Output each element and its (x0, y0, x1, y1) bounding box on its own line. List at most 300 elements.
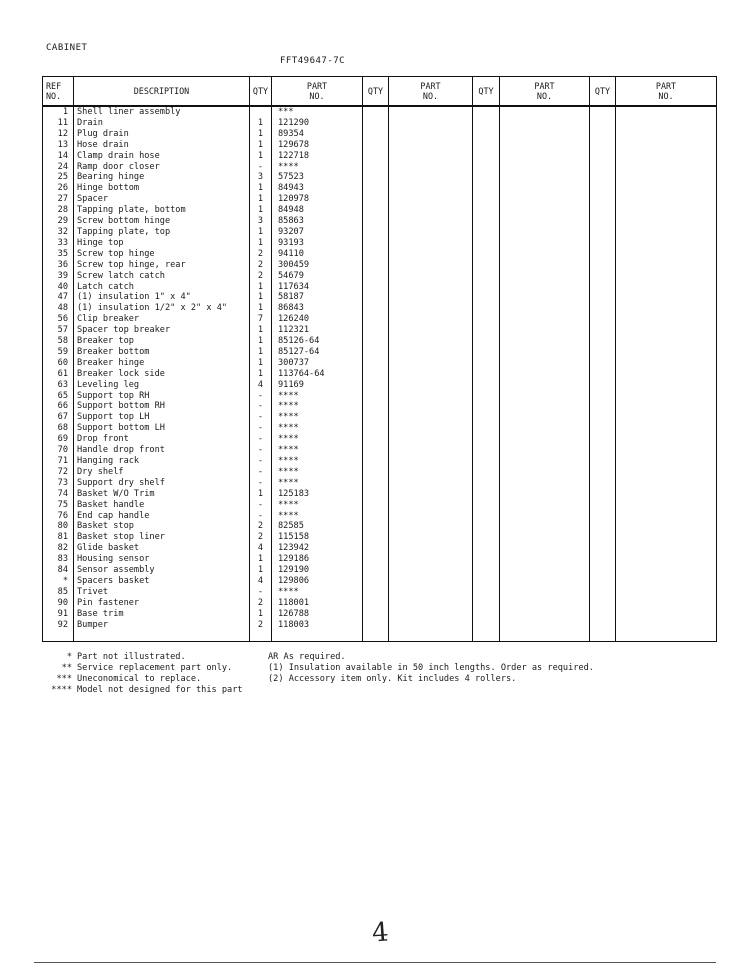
description-cell: Hose drain (74, 140, 250, 151)
empty-cell (363, 292, 389, 303)
empty-cell (389, 456, 473, 467)
empty-cell (389, 336, 473, 347)
empty-cell (616, 565, 717, 576)
empty-cell (616, 500, 717, 511)
ref-no-cell: 82 (43, 543, 74, 554)
part-no-cell: 89354 (272, 129, 363, 140)
table-row (43, 249, 717, 260)
empty-cell (590, 292, 616, 303)
description-cell: Basket stop (74, 521, 250, 532)
empty-cell (363, 260, 389, 271)
empty-cell (363, 467, 389, 478)
ref-no-cell: 92 (43, 620, 74, 631)
empty-cell (500, 609, 590, 620)
ref-no-cell: 1 (43, 106, 74, 118)
table-row (43, 216, 717, 227)
qty-cell: 1 (250, 140, 272, 151)
description-cell: Ramp door closer (74, 162, 250, 173)
qty-cell: - (250, 434, 272, 445)
part-no-cell: **** (272, 401, 363, 412)
empty-cell (616, 292, 717, 303)
part-no-cell: 118003 (272, 620, 363, 631)
ref-no-cell: 81 (43, 532, 74, 543)
empty-cell (616, 194, 717, 205)
table-header-row (43, 77, 717, 107)
qty-cell: 2 (250, 620, 272, 631)
description-cell: Breaker hinge (74, 358, 250, 369)
empty-cell (590, 347, 616, 358)
empty-cell (500, 303, 590, 314)
part-no-cell: 118001 (272, 598, 363, 609)
empty-cell (473, 271, 500, 282)
description-cell: Bearing hinge (74, 172, 250, 183)
description-cell: Hinge bottom (74, 183, 250, 194)
part-no-cell: 94110 (272, 249, 363, 260)
empty-cell (473, 216, 500, 227)
ref-no-cell: 85 (43, 587, 74, 598)
empty-cell (500, 314, 590, 325)
empty-cell (363, 391, 389, 402)
empty-cell (363, 445, 389, 456)
empty-cell (363, 205, 389, 216)
empty-cell (500, 434, 590, 445)
empty-cell (590, 587, 616, 598)
empty-cell (616, 543, 717, 554)
qty-cell: - (250, 391, 272, 402)
table-row (43, 554, 717, 565)
page-number: 4 (370, 917, 390, 949)
ref-no-cell: 72 (43, 467, 74, 478)
empty-cell (389, 412, 473, 423)
empty-cell (616, 325, 717, 336)
empty-cell (590, 489, 616, 500)
table-row (43, 511, 717, 522)
empty-cell (363, 140, 389, 151)
header-description: DESCRIPTION (74, 77, 250, 107)
empty-cell (500, 347, 590, 358)
empty-cell (389, 587, 473, 598)
legend-text: Service replacement part only. (77, 662, 233, 673)
empty-cell (473, 532, 500, 543)
qty-cell: - (250, 423, 272, 434)
empty-cell (473, 598, 500, 609)
empty-cell (500, 271, 590, 282)
part-no-cell: 82585 (272, 521, 363, 532)
description-cell: Basket W/O Trim (74, 489, 250, 500)
footnote-notes (268, 652, 594, 685)
part-no-cell: 54679 (272, 271, 363, 282)
description-cell: Hanging rack (74, 456, 250, 467)
table-row (43, 183, 717, 194)
empty-cell (389, 194, 473, 205)
qty-cell: - (250, 401, 272, 412)
empty-cell (43, 631, 74, 642)
empty-cell (473, 380, 500, 391)
footnote-legend (42, 652, 243, 696)
empty-cell (590, 205, 616, 216)
empty-cell (590, 467, 616, 478)
empty-cell (363, 238, 389, 249)
empty-cell (616, 456, 717, 467)
empty-cell (590, 282, 616, 293)
empty-cell (363, 336, 389, 347)
description-cell: Screw top hinge, rear (74, 260, 250, 271)
part-no-cell: 112321 (272, 325, 363, 336)
description-cell: Clamp drain hose (74, 151, 250, 162)
empty-cell (389, 401, 473, 412)
part-no-cell: **** (272, 412, 363, 423)
empty-cell (363, 412, 389, 423)
description-cell: (1) insulation 1" x 4" (74, 292, 250, 303)
empty-cell (616, 587, 717, 598)
empty-cell (473, 325, 500, 336)
ref-no-cell: 80 (43, 521, 74, 532)
empty-cell (363, 423, 389, 434)
ref-no-cell: 36 (43, 260, 74, 271)
empty-cell (590, 445, 616, 456)
description-cell: Support top LH (74, 412, 250, 423)
table-row (43, 434, 717, 445)
ref-no-cell: 90 (43, 598, 74, 609)
empty-cell (363, 598, 389, 609)
qty-cell: 1 (250, 554, 272, 565)
description-cell: Spacer (74, 194, 250, 205)
ref-no-cell: 84 (43, 565, 74, 576)
header-part-no: PART NO. (500, 77, 590, 107)
empty-cell (500, 631, 590, 642)
qty-cell: - (250, 511, 272, 522)
header-qty: QTY (363, 77, 389, 107)
empty-cell (590, 140, 616, 151)
part-no-cell: 115158 (272, 532, 363, 543)
empty-cell (473, 391, 500, 402)
empty-cell (616, 380, 717, 391)
empty-cell (473, 194, 500, 205)
empty-cell (389, 238, 473, 249)
empty-cell (250, 631, 272, 642)
table-row (43, 282, 717, 293)
part-no-cell: **** (272, 500, 363, 511)
empty-cell (389, 172, 473, 183)
empty-cell (389, 554, 473, 565)
legend-item (42, 663, 243, 674)
qty-cell: - (250, 478, 272, 489)
empty-cell (363, 369, 389, 380)
empty-cell (363, 631, 389, 642)
legend-symbol: **** (51, 684, 72, 695)
description-cell: Latch catch (74, 282, 250, 293)
empty-cell (500, 532, 590, 543)
empty-cell (389, 532, 473, 543)
qty-cell: 3 (250, 216, 272, 227)
empty-cell (363, 532, 389, 543)
empty-cell (473, 412, 500, 423)
qty-cell: 1 (250, 118, 272, 129)
empty-cell (389, 511, 473, 522)
note-line: AR As required. (268, 652, 346, 662)
parts-table (42, 76, 717, 642)
empty-cell (616, 391, 717, 402)
empty-cell (500, 249, 590, 260)
legend-text: Model not designed for this part (77, 684, 243, 695)
empty-cell (363, 456, 389, 467)
empty-cell (389, 391, 473, 402)
ref-no-cell: 91 (43, 609, 74, 620)
empty-cell (363, 314, 389, 325)
part-no-cell: 58187 (272, 292, 363, 303)
table-row (43, 140, 717, 151)
part-no-cell: 93193 (272, 238, 363, 249)
empty-cell (363, 271, 389, 282)
description-cell: Support bottom RH (74, 401, 250, 412)
empty-cell (363, 194, 389, 205)
description-cell: Support bottom LH (74, 423, 250, 434)
empty-cell (473, 434, 500, 445)
description-cell: Pin fastener (74, 598, 250, 609)
qty-cell: 2 (250, 260, 272, 271)
ref-no-cell: 63 (43, 380, 74, 391)
empty-cell (500, 587, 590, 598)
empty-cell (473, 587, 500, 598)
empty-cell (389, 271, 473, 282)
empty-cell (389, 183, 473, 194)
empty-cell (363, 216, 389, 227)
empty-cell (389, 347, 473, 358)
empty-cell (616, 118, 717, 129)
empty-cell (473, 118, 500, 129)
ref-no-cell: 40 (43, 282, 74, 293)
empty-cell (363, 587, 389, 598)
part-no-cell: 129806 (272, 576, 363, 587)
empty-cell (363, 358, 389, 369)
empty-cell (590, 151, 616, 162)
empty-cell (74, 631, 250, 642)
empty-cell (363, 172, 389, 183)
ref-no-cell: 68 (43, 423, 74, 434)
empty-cell (616, 609, 717, 620)
description-cell: Drain (74, 118, 250, 129)
bottom-rule (34, 962, 716, 963)
ref-no-cell: 76 (43, 511, 74, 522)
part-no-cell: 123942 (272, 543, 363, 554)
empty-cell (590, 129, 616, 140)
empty-cell (473, 423, 500, 434)
table-row (43, 106, 717, 118)
table-row (43, 129, 717, 140)
part-no-cell: **** (272, 434, 363, 445)
empty-cell (500, 500, 590, 511)
header-ref-no: REF NO. (43, 77, 74, 107)
description-cell: Breaker lock side (74, 369, 250, 380)
ref-no-cell: 13 (43, 140, 74, 151)
model-number: FFT49647-7C (280, 56, 346, 66)
empty-cell (363, 489, 389, 500)
part-no-cell: 122718 (272, 151, 363, 162)
empty-cell (389, 151, 473, 162)
empty-cell (473, 282, 500, 293)
empty-cell (473, 238, 500, 249)
table-row (43, 609, 717, 620)
empty-cell (500, 325, 590, 336)
empty-cell (389, 369, 473, 380)
empty-cell (590, 521, 616, 532)
qty-cell: 1 (250, 565, 272, 576)
empty-cell (590, 620, 616, 631)
qty-cell: 1 (250, 303, 272, 314)
empty-cell (590, 609, 616, 620)
empty-cell (500, 205, 590, 216)
empty-cell (616, 303, 717, 314)
empty-cell (500, 456, 590, 467)
parts-table-body (43, 106, 717, 642)
table-row (43, 500, 717, 511)
table-row (43, 380, 717, 391)
empty-cell (500, 576, 590, 587)
empty-cell (473, 183, 500, 194)
part-no-cell: 129186 (272, 554, 363, 565)
header-part-no: PART NO. (616, 77, 717, 107)
qty-cell: 1 (250, 358, 272, 369)
ref-no-cell: 25 (43, 172, 74, 183)
qty-cell: - (250, 162, 272, 173)
description-cell: Hinge top (74, 238, 250, 249)
legend-item (42, 674, 243, 685)
description-cell: Bumper (74, 620, 250, 631)
empty-cell (500, 620, 590, 631)
empty-cell (616, 620, 717, 631)
empty-cell (616, 401, 717, 412)
qty-cell: 2 (250, 521, 272, 532)
table-row (43, 325, 717, 336)
empty-cell (590, 369, 616, 380)
empty-cell (590, 325, 616, 336)
part-no-cell: **** (272, 445, 363, 456)
empty-cell (590, 303, 616, 314)
empty-cell (590, 227, 616, 238)
description-cell: (1) insulation 1/2" x 2" x 4" (74, 303, 250, 314)
empty-cell (473, 369, 500, 380)
part-no-cell: 84948 (272, 205, 363, 216)
empty-cell (389, 598, 473, 609)
empty-cell (363, 576, 389, 587)
empty-cell (590, 314, 616, 325)
empty-cell (363, 249, 389, 260)
empty-cell (389, 467, 473, 478)
empty-cell (616, 358, 717, 369)
ref-no-cell: 75 (43, 500, 74, 511)
empty-cell (473, 106, 500, 118)
ref-no-cell: 73 (43, 478, 74, 489)
empty-cell (389, 423, 473, 434)
empty-cell (473, 151, 500, 162)
empty-cell (389, 434, 473, 445)
empty-cell (473, 162, 500, 173)
empty-cell (500, 369, 590, 380)
qty-cell: - (250, 467, 272, 478)
ref-no-cell: 60 (43, 358, 74, 369)
empty-cell (473, 456, 500, 467)
empty-cell (389, 129, 473, 140)
empty-cell (389, 478, 473, 489)
empty-cell (473, 631, 500, 642)
empty-cell (616, 478, 717, 489)
empty-cell (500, 162, 590, 173)
empty-cell (363, 521, 389, 532)
ref-no-cell: 58 (43, 336, 74, 347)
empty-cell (500, 106, 590, 118)
ref-no-cell: 11 (43, 118, 74, 129)
empty-cell (473, 554, 500, 565)
empty-cell (590, 336, 616, 347)
empty-cell (616, 369, 717, 380)
qty-cell: 4 (250, 380, 272, 391)
empty-cell (389, 543, 473, 554)
empty-cell (590, 391, 616, 402)
empty-cell (616, 129, 717, 140)
empty-cell (590, 106, 616, 118)
empty-cell (389, 565, 473, 576)
empty-cell (389, 631, 473, 642)
empty-cell (389, 162, 473, 173)
header-qty: QTY (473, 77, 500, 107)
table-row (43, 543, 717, 554)
empty-cell (500, 216, 590, 227)
empty-cell (500, 401, 590, 412)
section-title: CABINET (46, 43, 88, 53)
empty-cell (616, 598, 717, 609)
empty-cell (389, 140, 473, 151)
qty-cell: 1 (250, 609, 272, 620)
ref-no-cell: 27 (43, 194, 74, 205)
qty-cell: 2 (250, 598, 272, 609)
table-row (43, 565, 717, 576)
empty-cell (272, 631, 363, 642)
empty-cell (363, 282, 389, 293)
empty-cell (473, 292, 500, 303)
qty-cell: 4 (250, 543, 272, 554)
empty-cell (616, 238, 717, 249)
empty-cell (473, 129, 500, 140)
empty-cell (389, 358, 473, 369)
table-row (43, 521, 717, 532)
empty-cell (590, 456, 616, 467)
empty-cell (590, 511, 616, 522)
empty-cell (363, 543, 389, 554)
empty-cell (500, 183, 590, 194)
description-cell: Sensor assembly (74, 565, 250, 576)
empty-cell (590, 172, 616, 183)
part-no-cell: 113764-64 (272, 369, 363, 380)
legend-item (42, 652, 243, 663)
empty-cell (500, 467, 590, 478)
empty-cell (500, 336, 590, 347)
empty-cell (616, 314, 717, 325)
empty-cell (363, 554, 389, 565)
ref-no-cell: 71 (43, 456, 74, 467)
description-cell: Housing sensor (74, 554, 250, 565)
empty-cell (590, 423, 616, 434)
description-cell: Shell liner assembly (74, 106, 250, 118)
description-cell: Spacers basket (74, 576, 250, 587)
part-no-cell: 120978 (272, 194, 363, 205)
empty-cell (590, 358, 616, 369)
empty-cell (500, 358, 590, 369)
empty-cell (590, 238, 616, 249)
empty-cell (616, 106, 717, 118)
empty-cell (616, 347, 717, 358)
table-row (43, 401, 717, 412)
description-cell: Leveling leg (74, 380, 250, 391)
